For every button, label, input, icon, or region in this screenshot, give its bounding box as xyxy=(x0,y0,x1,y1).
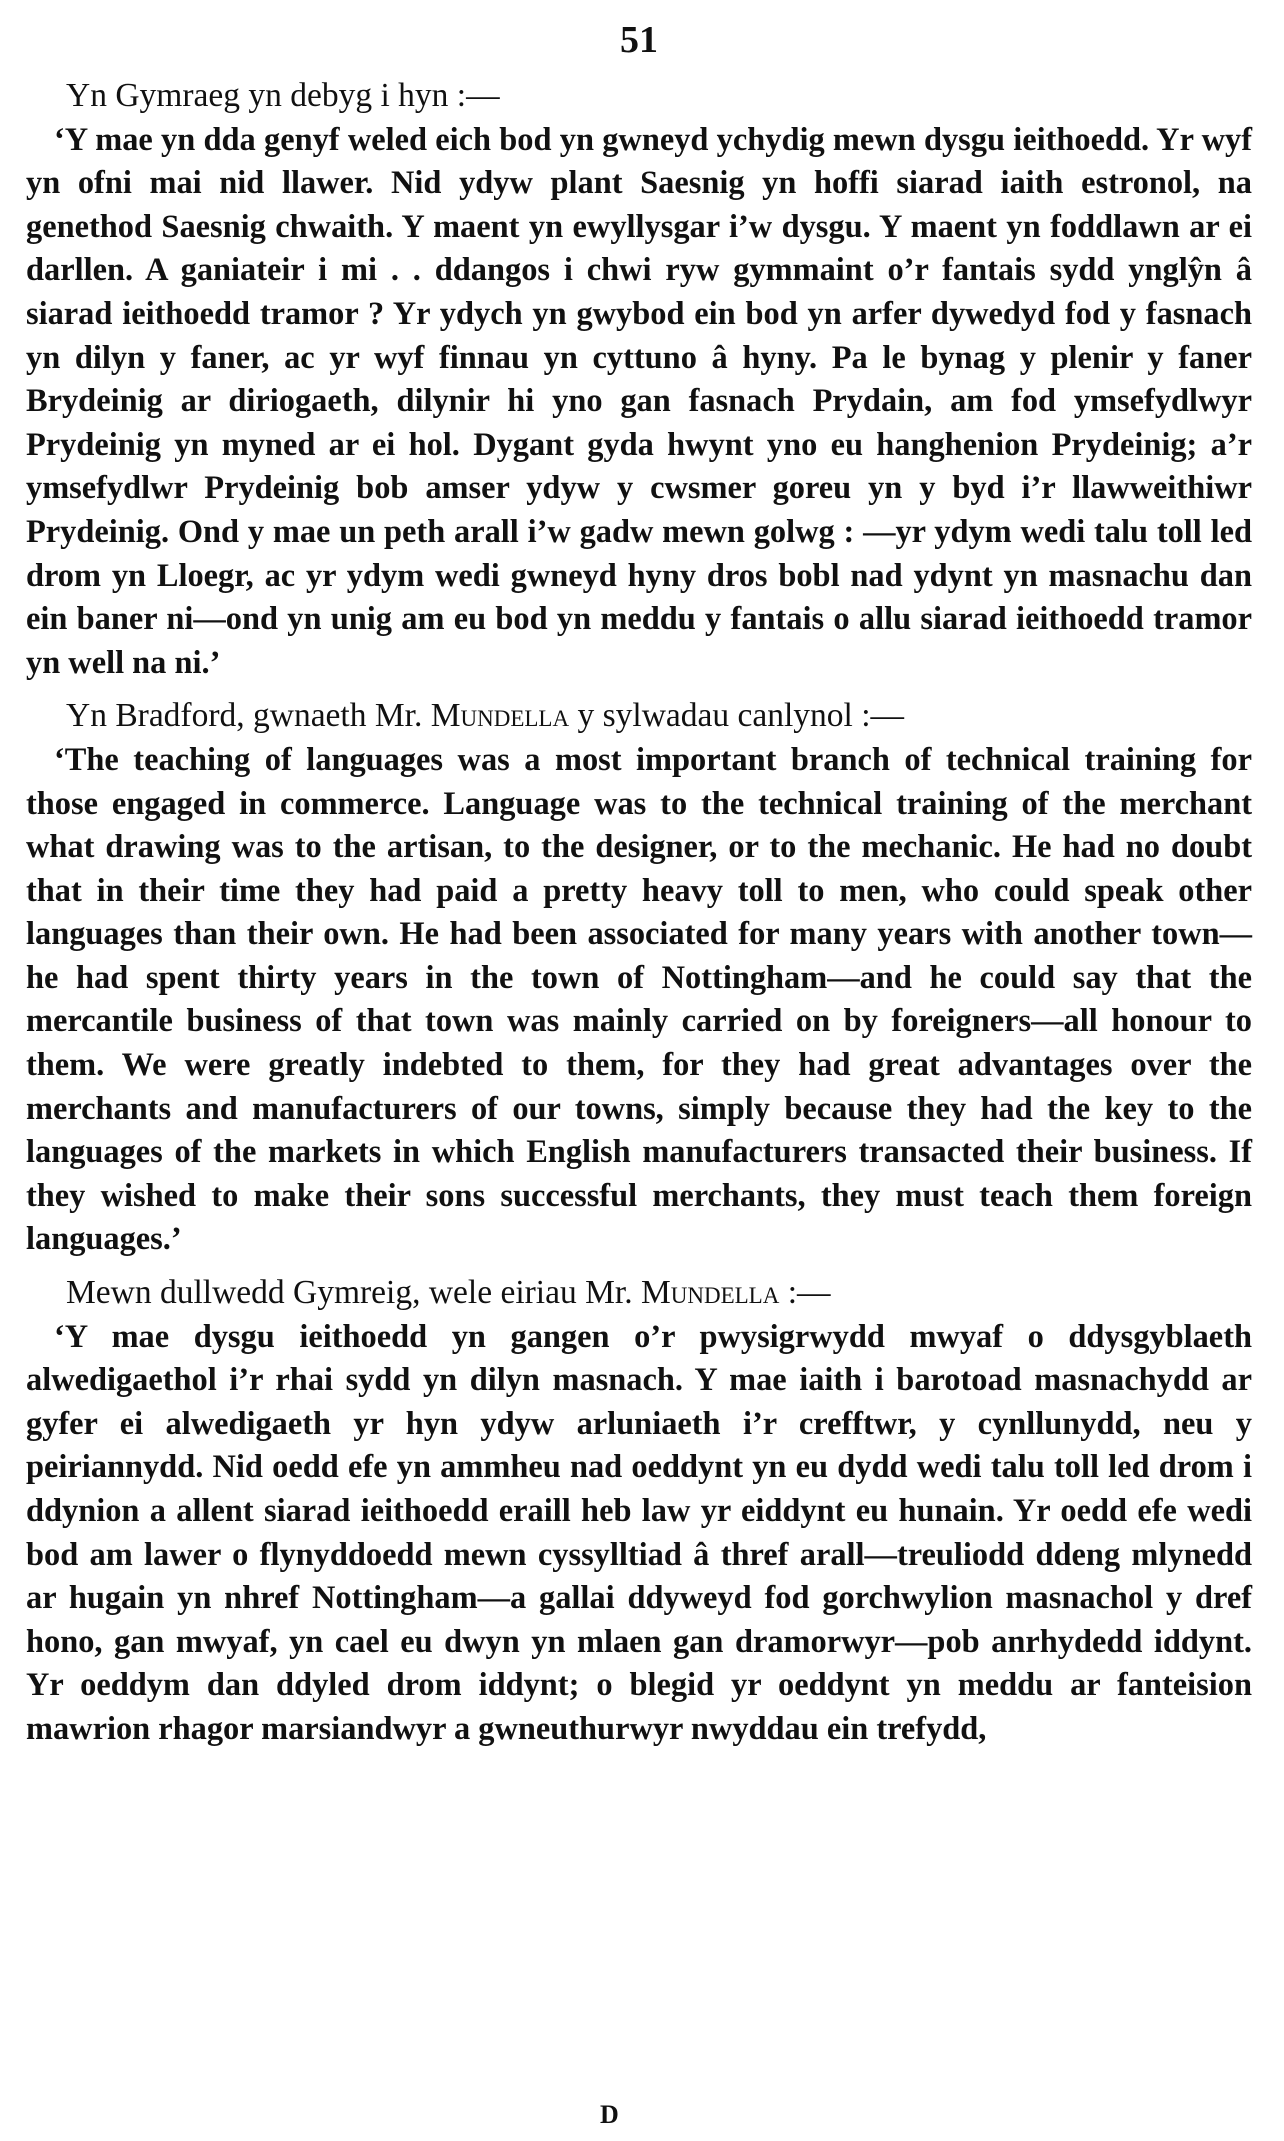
speaker-name-2: Mundella xyxy=(640,1274,780,1312)
quote-welsh-speech: ‘Y mae yn dda genyf weled eich bod yn gwneyd ychydig mewn dysgu ieithoedd. Yr wyf yn ofni mai nid llawer. Nid ydyw plant Saesnig yn hoffi siarad iaith estronol, na genethod Saesnig chwaith. Y maent yn ewyllysgar i’w dysgu. Y maent yn foddlawn ar ei darllen. A ganiateir i mi . . ddangos i chwi ryw gymmaint o’r fantais sydd ynglŷn â siarad ieithoedd tramor ? Yr ydych yn gwybod ein bod yn arfer dywedyd fod y fasnach yn dilyn y faner, ac yr wyf finnau yn cyttuno â hyny. Pa le bynag y plenir y faner Brydeinig ar diriogaeth, dilynir hi yno gan fasnach Prydain, am fod ymsefydlwyr Prydeinig yn myned ar ei hol. Dygant gyda hwynt yno eu hanghenion Prydeinig; a’r ymsefydlwr Prydeinig bob amser ydyw y cwsmer goreu yn y byd i’r llawweithiwr Prydeinig. Ond y mae un peth arall i’w gadw mewn golwg : —yr ydym wedi talu toll led drom yn Lloegr, ac yr ydym wedi gwneyd hyny dros bobl nad ydynt yn masnachu dan ein baner ni—ond yn unig am eu bod yn meddu y fantais o allu siarad ieithoedd tramor yn well na ni.’ xyxy=(26,121,1252,681)
intro-bradford-remarks xyxy=(26,694,1252,738)
intro-bradford-text: Yn Bradford, gwnaeth Mr. xyxy=(66,697,431,735)
intro-welsh-translation: Yn Gymraeg yn debyg i hyn :— xyxy=(66,77,500,114)
speaker-name: Mundella xyxy=(430,697,570,735)
quote-english-speech: ‘The teaching of languages was a most important branch of technical training for those engaged in commerce. Language was to the technical training of the merchant what drawing was to the artisan, to the designer, or to the mechanic. He had no doubt that in their time they had paid a pretty heavy toll to men, who could speak other languages than their own. He had been associated for many years with another town—he had spent thirty years in the town of Nottingham—and he could say that the mercantile business of that town was mainly carried on by foreigners—all honour to them. We were greatly indebted to them, for they had great advantages over the merchants and manufacturers of our towns, simply because they had the key to the languages of the markets in which English manufacturers transacted their business. If they wished to make their sons successful merchants, they must teach them foreign languages.’ xyxy=(26,741,1252,1258)
book-page xyxy=(26,18,1252,1752)
intro-welsh-version-end: :— xyxy=(779,1274,831,1312)
page-number: 51 xyxy=(620,19,658,61)
intro-welsh-version xyxy=(26,1271,1252,1315)
quote-welsh-translation: ‘Y mae dysgu ieithoedd yn gangen o’r pwysigrwydd mwyaf o ddysgyblaeth alwedigaethol i’r rhai sydd yn dilyn masnach. Y mae iaith i barotoad masnachydd ar gyfer ei alwedigaeth yr hyn ydyw arluniaeth i’r crefftwr, y cynllunydd, neu y peiriannydd. Nid oedd efe yn ammheu nad oeddynt yn eu dydd wedi talu toll led drom i ddynion a allent siarad ieithoedd eraill heb law yr eiddynt eu hunain. Yr oedd efe wedi bod am lawer o flynyddoedd mewn cyssylltiad â thref arall—treuliodd ddeng mlynedd ar hugain yn nhref Nottingham—a gallai ddyweyd fod gorchwylion masnachol y dref hono, gan mwyaf, yn cael eu dwyn yn mlaen gan dramorwyr—pob anrhydedd iddynt. Yr oeddym dan ddyled drom iddynt; o blegid yr oeddynt yn meddu ar fanteision mawrion rhagor marsiandwyr a gwneuthurwyr nwyddau ein trefydd, xyxy=(26,1318,1252,1747)
intro-bradford-text-end: y sylwadau canlynol :— xyxy=(569,697,905,735)
signature-mark: D xyxy=(600,2100,619,2129)
intro-welsh-version-text: Mewn dullwedd Gymreig, wele eiriau Mr. xyxy=(66,1274,641,1312)
